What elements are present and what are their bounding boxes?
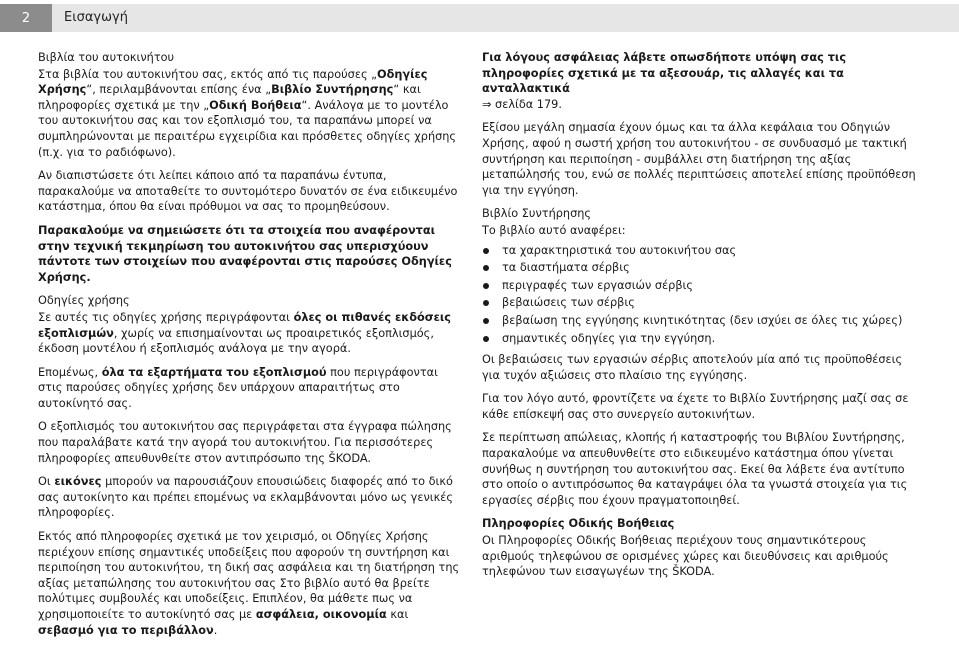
- safety-accessories-text: Για λόγους ασφάλειας λάβετε οπωσδήποτε υπόψη σας τις πληροφορίες σχετικά με τα αξεσουάρ, τις αλλαγές και τα ανταλλακτικά: [482, 51, 847, 96]
- list-item: τα διαστήματα σέρβις: [482, 260, 922, 276]
- text-run: που περιγράφονται στις παρούσες οδηγίες χρήσης δεν υπάρχουν απαραιτήτως στο αυτοκίνητό σας.: [38, 365, 438, 410]
- heading-vehicle-books: Βιβλία του αυτοκινήτου: [38, 51, 175, 64]
- emphasized-text: ασφάλεια, οικονομία: [255, 608, 387, 621]
- paragraph-sales-documents: Ο εξοπλισμός του αυτοκινήτου σας περιγράφεται στα έγγραφα πώλησης που παραλάβατε κατά την αγορά του αυτοκινήτου. Για περισσότερες πληροφορίες απευθυνθείτε στον αντιπρόσωπο της ŠKODA.: [38, 420, 452, 465]
- text-run: Εκτός από πληροφορίες σχετικά με τον χειρισμό, οι Οδηγίες Χρήσης περιέχουν επίσης σημαντικές υποδείξεις που αφορούν τη συντήρηση και περιποίηση του αυτοκινήτου, τη δική σας ασφάλεια και τη διατήρηση της αξίας μεταπώλησης του αυτοκινήτου σας Στο βιβλίο αυτό θα βρείτε πολύτιμες συμβουλές και υποδείξεις. Επιπλέον, θα μάθετε πως να χρησιμοποιείτε το αυτοκίνητό σας με: [38, 530, 460, 621]
- emphasized-text: σεβασμό για το περιβάλλον: [38, 623, 214, 637]
- emphasized-text: Οδική Βοήθεια: [209, 98, 302, 112]
- list-item: βεβαιώσεις των σέρβις: [482, 295, 922, 311]
- page-header: [0, 4, 959, 32]
- text-run: και: [386, 608, 409, 621]
- emphasized-text: εικόνες: [54, 475, 102, 489]
- paragraph-service-confirmations: Οι βεβαιώσεις των εργασιών σέρβις αποτελούν μία από τις προϋποθέσεις για τυχόν αξιώσεις στο πλαίσιο της εγγύησης.: [482, 353, 903, 382]
- paragraph-technical-docs-note: Παρακαλούμε να σημειώσετε ότι τα στοιχεία που αναφέρονται στην τεχνική τεκμηρίωση του αυτοκινήτου σας υπερισχύουν πάντοτε των στοιχείων που αναφέρονται στις παρούσες Οδηγίες Χρήσης.: [38, 223, 452, 284]
- paragraph-other-chapters: Εξίσου μεγάλη σημασία έχουν όμως και τα άλλα κεφάλαια του Οδηγιών Χρήσης, αφού η σωστή χρήση του αυτοκινήτου - σε συνδυασμό με τακτική συντήρηση και περιποίηση - συμβάλλει στη διατήρηση της αξίας μεταπώλησής του, ενώ σε πολλές περιπτώσεις αποτελεί επίσης προϋπόθεση για την εγγύηση.: [482, 121, 916, 197]
- paragraph-equipment-parts: [38, 365, 462, 412]
- list-item: βεβαίωση της εγγύησης κινητικότητας (δεν ισχύει σε όλες τις χώρες): [482, 313, 922, 329]
- paragraph-lost-service-book: Σε περίπτωση απώλειας, κλοπής ή καταστροφής του Βιβλίου Συντήρησης, παρακαλούμε να απευθυνθείτε στο ειδικευμένο κατάστημα όπου γίνεται συνήθως η συντήρηση του αυτοκινήτου σας. Εκεί θα λάβετε ένα αντίτυπο στο οποίο ο αντιπρόσωπος θα καταγράψει όλα τα γνωστά στοιχεία για τις εργασίες σέρβις που έχουν πραγματοποιηθεί.: [482, 431, 908, 507]
- text-run: “, περιλαμβάνονται επίσης ένα „: [86, 83, 272, 97]
- paragraph-equipment-versions: [38, 310, 462, 357]
- heading-roadside-assistance: Πληροφορίες Οδικής Βοήθειας: [482, 517, 675, 531]
- page-number: 2: [0, 4, 52, 32]
- emphasized-text: όλα τα εξαρτήματα του εξοπλισμού: [101, 365, 327, 379]
- paragraph-vehicle-books: [38, 67, 462, 161]
- text-run: “. Ανάλογα με το μοντέλο του αυτοκινήτου σας και τον εξοπλισμό του, τα παραπάνω μπορεί να συμπληρώνονται με περαιτέρω εγχειρίδια και πρόσθετες οδηγίες χρήσης (π.χ. για το ραδιόφωνο).: [38, 98, 457, 159]
- list-item: τα χαρακτηριστικά του αυτοκινήτου σας: [482, 243, 922, 259]
- text-run: “ και πληροφορίες σχετικά με την „: [38, 83, 421, 112]
- paragraph-missing-docs: Αν διαπιστώσετε ότι λείπει κάποιο από τα παραπάνω έντυπα, παρακαλούμε να αποταθείτε το συντομότερο δυνατόν σε ένα ειδικευμένο κατάστημα, όπου θα είναι πρόθυμοι να σας το προμηθεύσουν.: [38, 169, 458, 214]
- service-book-list: [482, 243, 922, 347]
- emphasized-text: όλες οι πιθανές εκδόσεις εξοπλισμών: [38, 310, 451, 340]
- page-reference-link[interactable]: ⇒ σελίδα 179.: [482, 97, 562, 111]
- right-column: [482, 50, 922, 588]
- text-run: Σε αυτές τις οδηγίες χρήσης περιγράφονται: [38, 310, 294, 324]
- list-item: περιγραφές των εργασιών σέρβις: [482, 278, 922, 294]
- left-column: [38, 50, 462, 646]
- heading-owners-manual: Οδηγίες χρήσης: [38, 294, 130, 308]
- emphasized-text: Οδηγίες Χρήσης: [38, 67, 428, 97]
- paragraph-manual-contents: [38, 529, 462, 638]
- heading-service-book: Βιβλίο Συντήρησης: [482, 207, 592, 221]
- text-run: Στα βιβλία του αυτοκινήτου σας, εκτός από τις παρούσες „: [38, 67, 378, 81]
- text-run: Επομένως,: [38, 365, 102, 379]
- text-run: μπορούν να παρουσιάζουν επουσιώδεις διαφορές από το δικό σας αυτοκίνητο και πρέπει επομένως να εκλαμβάνονται μόνο ως γενικές πληροφορίες.: [38, 475, 453, 520]
- text-run: Οι: [38, 475, 55, 489]
- text-run: , χωρίς να επισημαίνονται ως προαιρετικός εξοπλισμός, έκδοση μοντέλου ή εξοπλισμός ανάλογα με την αγορά.: [38, 326, 434, 356]
- paragraph-illustrations: [38, 474, 462, 521]
- list-item: σημαντικές οδηγίες για την εγγύηση.: [482, 331, 922, 347]
- text-run: .: [213, 623, 218, 637]
- paragraph-bring-service-book: Για τον λόγο αυτό, φροντίζετε να έχετε το Βιβλίο Συντήρησης μαζί σας σε κάθε επίσκεψή σας στο συνεργείο αυτοκινήτων.: [482, 392, 909, 421]
- paragraph-safety-accessories: [482, 50, 922, 112]
- section-title: Εισαγωγή: [64, 10, 128, 25]
- paragraph-service-book-intro: Το βιβλίο αυτό αναφέρει:: [482, 223, 626, 237]
- paragraph-roadside-assistance: Οι Πληροφορίες Οδικής Βοήθειας περιέχουν τους σημαντικότερους αριθμούς τηλεφώνου σε ορισμένες χώρες και διευθύνσεις και αριθμούς τηλεφώνου των εισαγωγέων της ŠKODA.: [482, 534, 889, 579]
- emphasized-text: Βιβλίο Συντήρησης: [271, 83, 394, 97]
